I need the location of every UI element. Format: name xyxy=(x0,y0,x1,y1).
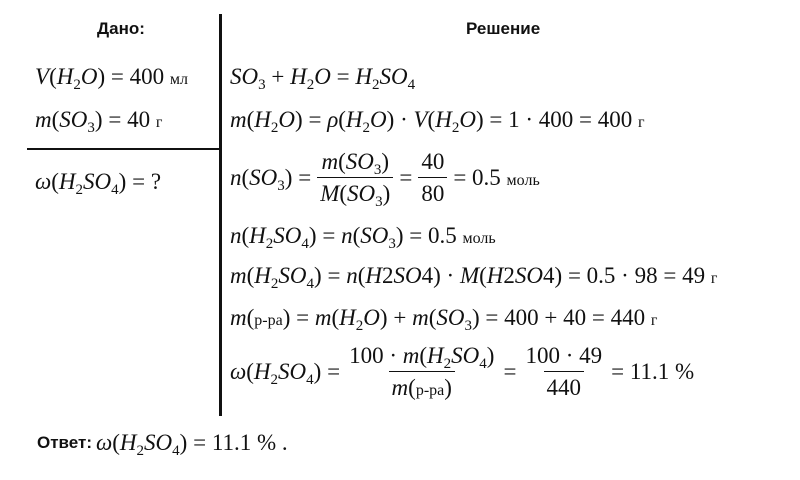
find-mass-fraction: $\omega(H_2SO_4)$ = ? xyxy=(35,169,162,198)
reaction-equation: $SO_3 + H_2O = H_2SO_4$ xyxy=(230,64,416,93)
mass-fraction-formula: $\frac{100 \cdot m(H_2SO_4)}{m(р-ра)}$ xyxy=(349,343,495,400)
horizontal-divider xyxy=(27,148,220,150)
given-volume-water: $V(H_2O) = 400$ мл xyxy=(35,64,188,93)
given-mass-unit: г xyxy=(155,114,163,131)
answer-label: Ответ: xyxy=(37,433,92,452)
mass-solution-unit: г xyxy=(650,312,658,329)
mass-solution-a: 400 xyxy=(504,305,539,330)
mass-water-unit: г xyxy=(638,114,645,131)
moles-so3-equation: $n(SO_3)$ = $\frac{m(SO_3)}{M(SO_3)}$ = $\frac{40}{80}$ = 0.5 моль xyxy=(230,149,540,210)
moles-h2so4-result: 0.5 xyxy=(428,223,457,248)
mass-solution-b: 40 xyxy=(563,305,587,330)
mass-fraction-result: 11.1 xyxy=(629,359,670,384)
mass-solution-equation: $m(р-ра) = m(H_2O) + m(SO_3) = 400 + 40 = 440$ г xyxy=(230,305,658,334)
mass-solution-result: 440 xyxy=(610,305,646,330)
mass-h2so4-unit: г xyxy=(710,270,718,287)
given-mass-so3: $m(SO_3) = 40$ г xyxy=(35,107,163,136)
moles-so3-result: 0.5 xyxy=(472,165,501,190)
answer-line: Ответ: $\omega(H_2SO_4) = 11.1$ % . xyxy=(37,430,288,459)
moles-so3-numeric-fraction xyxy=(418,150,447,205)
moles-so3-fraction: $\frac{m(SO_3)}{M(SO_3)}$ xyxy=(317,150,393,205)
given-volume-value: 400 xyxy=(129,64,165,89)
mass-fraction-unit: % xyxy=(675,359,695,384)
moles-h2so4-equation: $n(H_2SO_4) = n(SO_3) = 0.5$ моль xyxy=(230,223,496,252)
volume-value: 400 xyxy=(538,107,574,132)
mass-fraction-numeric: $\frac{100 \cdot 49}{440}$ xyxy=(525,343,603,400)
solution-abbrev-2: р-ра xyxy=(415,382,445,399)
moles-so3-denominator: 80 xyxy=(418,177,447,205)
find-question-mark: ? xyxy=(150,169,162,194)
given-header: Дано: xyxy=(97,19,145,38)
answer-value: 11.1 xyxy=(211,430,252,455)
mass-water-equation: $m(H_2O) = \rho(H_2O) \cdot V(H_2O) = 1 \cdot 400 = 400$ г xyxy=(230,107,645,136)
given-volume-unit: мл xyxy=(169,71,188,88)
density-value: 1 xyxy=(508,107,520,132)
mass-h2so4-result: 49 xyxy=(682,263,706,288)
vertical-divider xyxy=(219,14,222,416)
mass-fraction-factor: 100 xyxy=(349,343,384,368)
mass-fraction-factor-2: 100 xyxy=(525,343,560,368)
solution-abbrev: р-ра xyxy=(254,312,283,329)
given-mass-value: 40 xyxy=(127,107,151,132)
mass-fraction-equation: $\omega(H_2SO_4)$ = $\frac{100 \cdot m(H_2SO_4)}{m(р-ра)}$ = $\frac{100 \cdot 49}{440}$ = 11.1 % xyxy=(230,343,695,400)
moles-so3-numerator: 40 xyxy=(421,149,445,174)
moles-h2so4-unit: моль xyxy=(462,230,496,247)
moles-so3-unit: моль xyxy=(506,172,540,189)
mass-h2so4-moles: 0.5 xyxy=(586,263,616,288)
mass-h2so4-molar-mass: 98 xyxy=(634,263,658,288)
mass-h2so4-equation: $m(H_2SO_4) = n(H2SO4) \cdot M(H2SO4) = 0.5 \cdot 98 = 49$ г xyxy=(230,263,718,292)
mass-fraction-denominator: 440 xyxy=(544,371,585,399)
answer-unit: % xyxy=(256,430,277,455)
solution-header: Решение xyxy=(466,19,541,38)
mass-water-result: 400 xyxy=(597,107,633,132)
mass-fraction-numerator: 49 xyxy=(579,343,603,368)
